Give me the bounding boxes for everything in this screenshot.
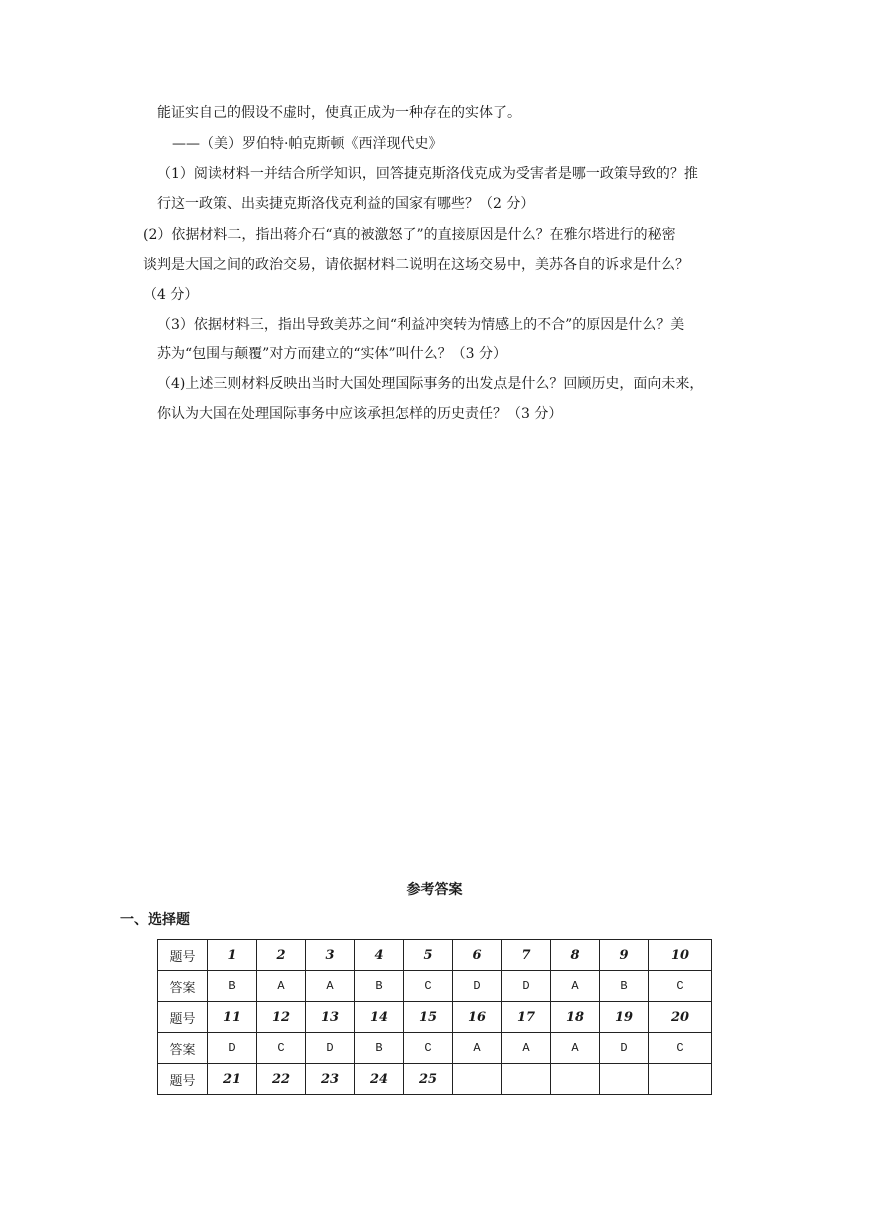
empty-cell — [502, 1064, 551, 1095]
question-number: 22 — [257, 1064, 306, 1095]
question-3-line-1: （3）依据材料三，指出导致美苏之间“利益冲突转为情感上的不合”的原因是什么？美 — [157, 317, 685, 333]
answer-cell: D — [502, 971, 551, 1002]
section-heading-multiple-choice: 一、选择题 — [120, 912, 190, 928]
question-2-line-1: (2）依据材料二，指出蒋介石“真的被激怒了”的直接原因是什么？在雅尔塔进行的秘密 — [143, 227, 676, 243]
answer-cell: D — [306, 1033, 355, 1064]
answer-cell: C — [404, 971, 453, 1002]
question-2-line-3: （4 分） — [143, 287, 199, 303]
question-1-line-1: （1）阅读材料一并结合所学知识，回答捷克斯洛伐克成为受害者是哪一政策导致的？推 — [157, 166, 698, 182]
empty-cell — [551, 1064, 600, 1095]
question-number: 2 — [257, 940, 306, 971]
answer-cell: A — [551, 971, 600, 1002]
answer-cell: B — [208, 971, 257, 1002]
question-number: 18 — [551, 1002, 600, 1033]
answer-cell: C — [257, 1033, 306, 1064]
citation: ——（美）罗伯特·帕克斯顿《西洋现代史》 — [172, 136, 443, 152]
question-4-line-1: （4)上述三则材料反映出当时大国处理国际事务的出发点是什么？回顾历史，面向未来， — [157, 376, 704, 392]
answer-key-title: 参考答案 — [406, 882, 463, 898]
question-number: 19 — [600, 1002, 649, 1033]
answer-table — [157, 939, 712, 1095]
question-2-line-2: 谈判是大国之间的政治交易，请依据材料二说明在这场交易中，美苏各自的诉求是什么？ — [143, 257, 689, 273]
answer-cell: B — [355, 1033, 404, 1064]
question-number: 1 — [208, 940, 257, 971]
question-number: 17 — [502, 1002, 551, 1033]
answer-cell: B — [355, 971, 404, 1002]
question-number: 23 — [306, 1064, 355, 1095]
table-row-numbers-3 — [158, 1064, 712, 1095]
answer-cell: A — [453, 1033, 502, 1064]
answer-cell: A — [306, 971, 355, 1002]
answer-cell: D — [208, 1033, 257, 1064]
material-end-text: 能证实自己的假设不虚时，使真正成为一种存在的实体了。 — [157, 105, 521, 121]
question-number: 10 — [649, 940, 712, 971]
label-answer: 答案 — [158, 971, 208, 1002]
question-number: 21 — [208, 1064, 257, 1095]
answer-cell: C — [649, 1033, 712, 1064]
question-number: 8 — [551, 940, 600, 971]
answer-cell: D — [453, 971, 502, 1002]
answer-cell: C — [404, 1033, 453, 1064]
label-question-number: 题号 — [158, 1064, 208, 1095]
question-number: 24 — [355, 1064, 404, 1095]
question-number: 12 — [257, 1002, 306, 1033]
question-number: 14 — [355, 1002, 404, 1033]
question-number: 9 — [600, 940, 649, 971]
answer-cell: A — [502, 1033, 551, 1064]
question-number: 5 — [404, 940, 453, 971]
empty-cell — [600, 1064, 649, 1095]
question-number: 16 — [453, 1002, 502, 1033]
question-number: 20 — [649, 1002, 712, 1033]
table-row-answers-2 — [158, 1033, 712, 1064]
empty-cell — [649, 1064, 712, 1095]
answer-cell: A — [551, 1033, 600, 1064]
question-4-line-2: 你认为大国在处理国际事务中应该承担怎样的历史责任？（3 分） — [157, 406, 563, 422]
answer-cell: C — [649, 971, 712, 1002]
question-number: 3 — [306, 940, 355, 971]
question-number: 25 — [404, 1064, 453, 1095]
label-answer: 答案 — [158, 1033, 208, 1064]
table-row-answers-1 — [158, 971, 712, 1002]
empty-cell — [453, 1064, 502, 1095]
question-1-line-2: 行这一政策、出卖捷克斯洛伐克利益的国家有哪些？（2 分） — [157, 196, 535, 212]
question-number: 4 — [355, 940, 404, 971]
answer-cell: D — [600, 1033, 649, 1064]
table-row-numbers-2 — [158, 1002, 712, 1033]
question-number: 15 — [404, 1002, 453, 1033]
question-3-line-2: 苏为“包围与颠覆”对方而建立的“实体”叫什么？（3 分） — [157, 346, 507, 362]
label-question-number: 题号 — [158, 1002, 208, 1033]
label-question-number: 题号 — [158, 940, 208, 971]
question-number: 11 — [208, 1002, 257, 1033]
table-row-numbers-1 — [158, 940, 712, 971]
question-number: 6 — [453, 940, 502, 971]
answer-cell: B — [600, 971, 649, 1002]
answer-cell: A — [257, 971, 306, 1002]
question-number: 13 — [306, 1002, 355, 1033]
question-number: 7 — [502, 940, 551, 971]
